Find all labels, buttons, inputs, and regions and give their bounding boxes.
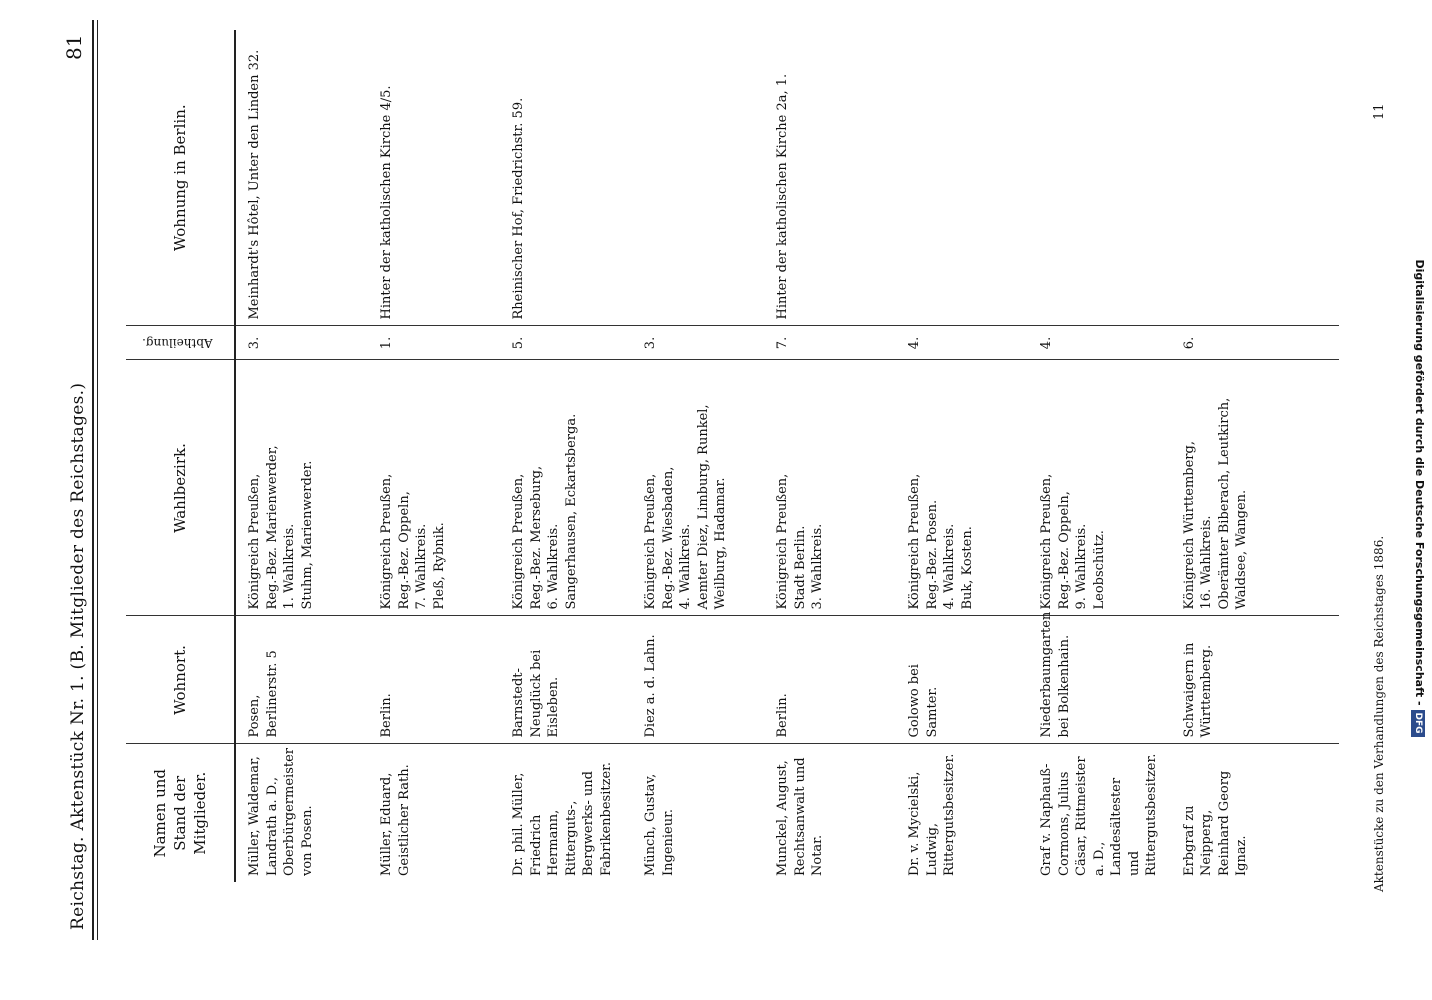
table-row: [896, 30, 1028, 882]
cell-abteilung: 1.: [368, 326, 500, 360]
cell-wohnort: Niederbaumgarten bei Bolkenhain.: [1028, 616, 1171, 744]
footer-publication: Aktenstücke zu den Verhandlungen des Reichstages 1886.: [1372, 535, 1386, 892]
cell-wahlbezirk: Königreich Preußen, Reg.-Bez. Marienwerder, 1. Wahlkreis. Stuhm, Marienwerder.: [235, 360, 368, 616]
cell-abteilung: 4.: [896, 326, 1028, 360]
cell-name: Munckel, August, Rechtsanwalt und Notar.: [775, 757, 826, 876]
cell-abteilung: 7.: [764, 326, 896, 360]
members-table: [126, 30, 1339, 882]
digitization-text: Digitalisierung gefördert durch die Deutsche Forschungsgemeinschaft -: [1413, 259, 1426, 706]
cell-wahlbezirk: Königreich Preußen, Reg.-Bez. Posen. 4. Wahlkreis. Buk, Kosten.: [896, 360, 1028, 616]
cell-abteilung: 5.: [500, 326, 632, 360]
cell-wohnort: Golowo bei Samter.: [896, 616, 1028, 744]
header-abteilung-label: Abtheilung.: [142, 336, 213, 351]
header-wohnort: Wohnort.: [126, 616, 235, 744]
cell-wahlbezirk: Königreich Preußen, Reg.-Bez. Wiesbaden, 4. Wahlkreis. Aemter Diez, Limburg, Runkel, Weilburg, Hadamar.: [632, 360, 764, 616]
table-row: [1028, 30, 1171, 882]
cell-wohnort: Schwaigern in Württemberg.: [1171, 616, 1339, 744]
cell-wohnort: Barnstedt-Neuglück bei Eisleben.: [500, 616, 632, 744]
page-number: 81: [62, 34, 86, 60]
cell-wahlbezirk: Königreich Preußen, Reg.-Bez. Oppeln, 7. Wahlkreis. Pleß, Rybnik.: [368, 360, 500, 616]
table-row: [632, 30, 764, 882]
cell-wohnung: Hinter der katholischen Kirche 4/5.: [368, 30, 500, 326]
cell-wohnort: Berlin.: [368, 616, 500, 744]
header-wohnung: Wohnung in Berlin.: [126, 30, 235, 326]
cell-wohnung: [632, 30, 764, 326]
cell-abteilung: 4.: [1028, 326, 1171, 360]
header-abteilung: [126, 326, 235, 360]
header-rule-thin: [97, 20, 98, 940]
cell-wahlbezirk: Königreich Württemberg, 16. Wahlkreis. Oberämter Biberach, Leutkirch, Waldsee, Wangen.: [1171, 360, 1339, 616]
table-row: [764, 30, 896, 882]
cell-wohnort: Berlin.: [764, 616, 896, 744]
running-header: [0, 0, 110, 1000]
dfg-logo: DFG: [1411, 710, 1425, 737]
cell-wahlbezirk: Königreich Preußen, Reg.-Bez. Oppeln, 9. Wahlkreis. Leobschütz.: [1028, 360, 1171, 616]
cell-name: Dr. v. Mycielski, Ludwig, Rittergutsbesitzer.: [907, 753, 958, 876]
cell-name: Müller, Eduard, Geistlicher Rath.: [379, 764, 412, 876]
header-name: Namen und Stand der Mitglieder.: [126, 744, 235, 882]
cell-wahlbezirk: Königreich Preußen, Reg.-Bez. Merseburg, 6. Wahlkreis. Sangerhausen, Eckartsberga.: [500, 360, 632, 616]
cell-name: Graf v. Naphauß-Cormons, Julius Cäsar, Rittmeister a. D., Landesältester und Rittergutsbesitzer.: [1039, 753, 1160, 876]
table-row: [235, 30, 368, 882]
table-header-row: [126, 30, 235, 882]
header-wahlbezirk: Wahlbezirk.: [126, 360, 235, 616]
cell-abteilung: 3.: [235, 326, 368, 360]
cell-wohnung: Hinter der katholischen Kirche 2a, 1.: [764, 30, 896, 326]
cell-wahlbezirk: Königreich Preußen, Stadt Berlin. 3. Wahlkreis.: [764, 360, 896, 616]
table-row: [368, 30, 500, 882]
cell-name: Müller, Waldemar, Landrath a. D., Oberbürgermeister von Posen.: [247, 747, 315, 876]
running-header-title: Reichstag. Aktenstück Nr. 1. (B. Mitglieder des Reichstages.): [68, 382, 88, 930]
footer-signature-number: 11: [1372, 103, 1387, 120]
cell-wohnung: [896, 30, 1028, 326]
cell-wohnort: Posen, Berlinerstr. 5: [235, 616, 368, 744]
cell-wohnung: Rheinischer Hof, Friedrichstr. 59.: [500, 30, 632, 326]
cell-name: Münch, Gustav, Ingenieur.: [643, 773, 676, 876]
table-row: [500, 30, 632, 882]
cell-abteilung: 3.: [632, 326, 764, 360]
cell-wohnung: Meinhardt's Hôtel, Unter den Linden 32.: [235, 30, 368, 326]
cell-wohnung: [1171, 30, 1339, 326]
cell-abteilung: 6.: [1171, 326, 1339, 360]
cell-name: Dr. phil. Müller, Friedrich Hermann, Ritterguts-, Bergwerks- und Fabrikenbesitzer.: [511, 761, 614, 876]
table-row: [1171, 30, 1339, 882]
digitization-note: [1408, 8, 1430, 988]
cell-wohnort: Diez a. d. Lahn.: [632, 616, 764, 744]
digitization-note-text: [1408, 8, 1430, 988]
header-rule: [92, 20, 94, 940]
cell-name: Erbgraf zu Neipperg, Reinhard Georg Ignaz.: [1181, 770, 1250, 876]
cell-wohnung: [1028, 30, 1171, 326]
